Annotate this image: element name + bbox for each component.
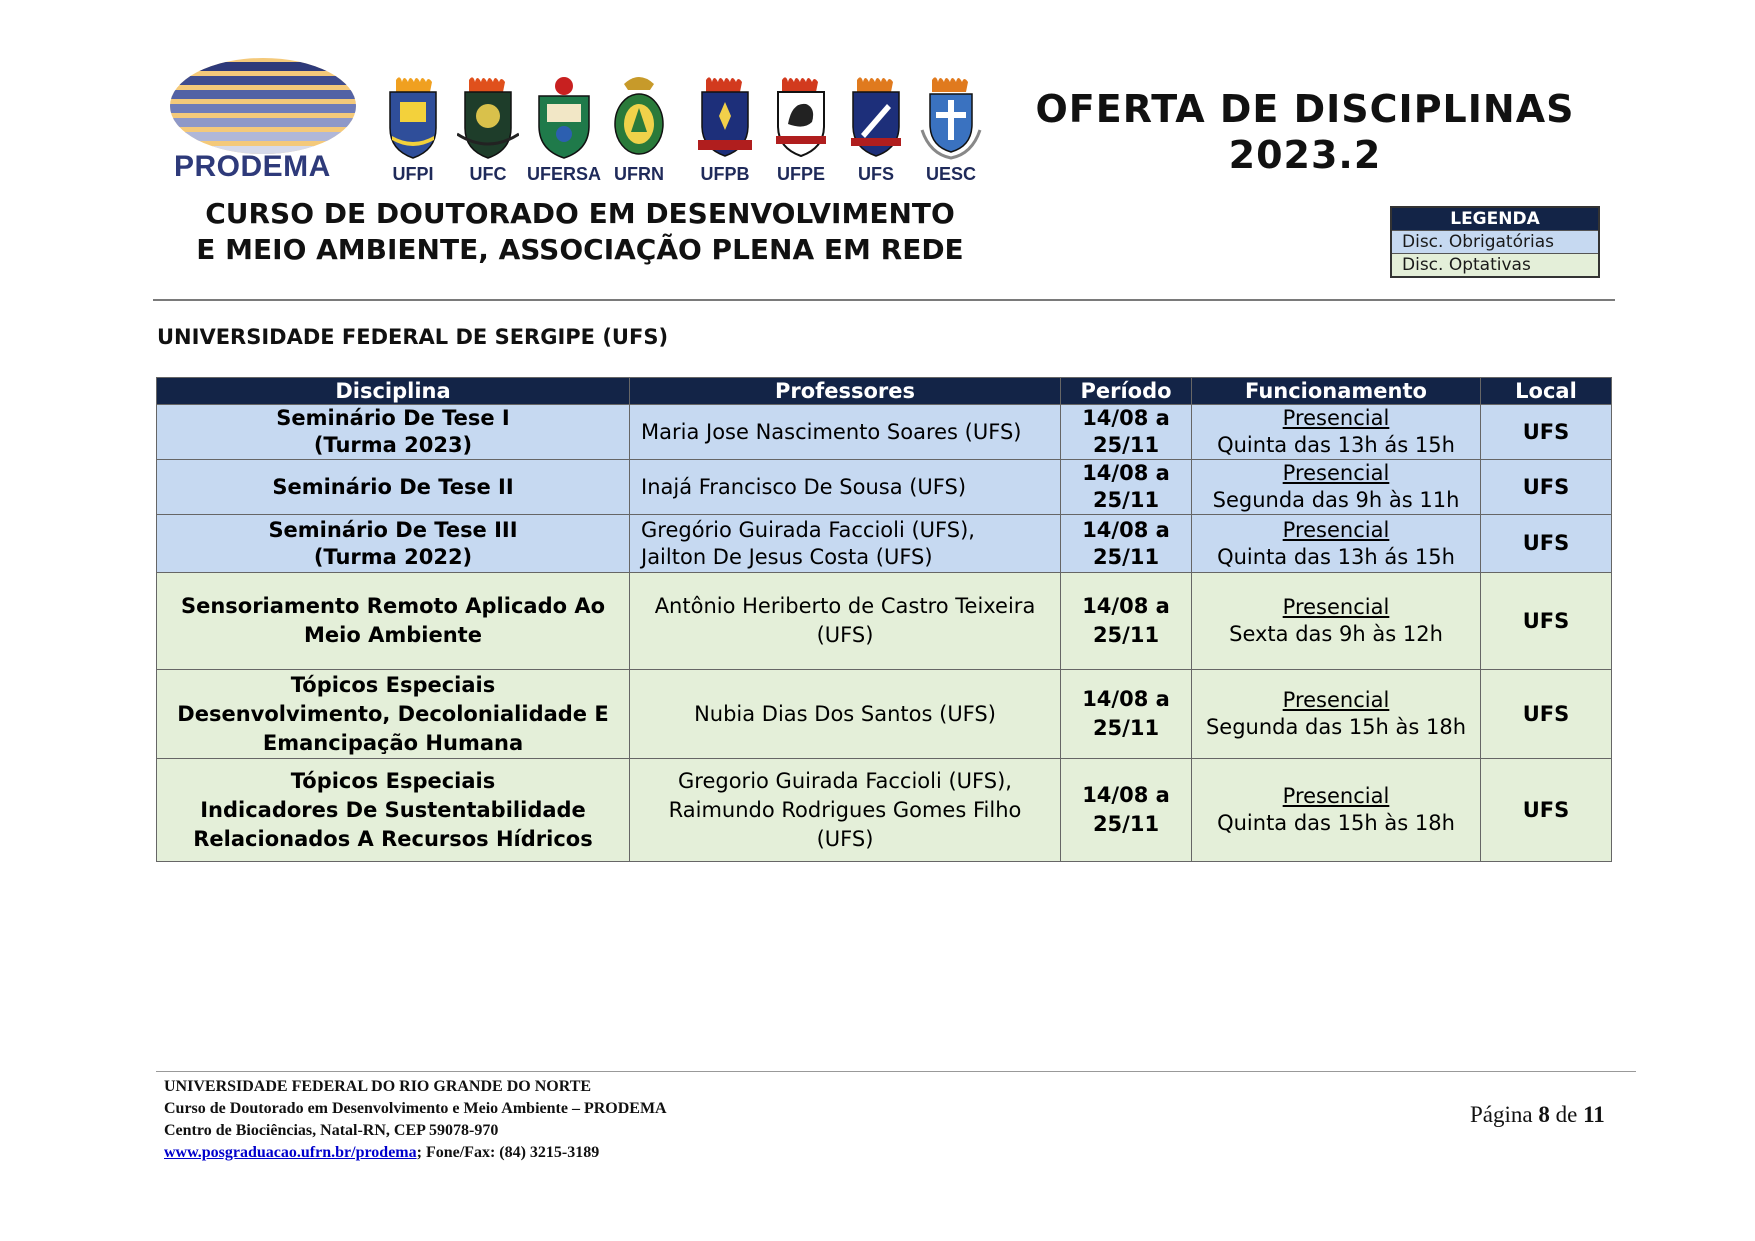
local-cell: UFS [1481, 670, 1612, 759]
ufpb-label: UFPB [700, 164, 750, 184]
schedule-cell [1192, 405, 1481, 460]
ufpe-crest-icon [770, 74, 832, 162]
professor-line: (UFS) [816, 826, 874, 851]
footer [164, 1076, 667, 1164]
discipline-line: Seminário De Tese II [272, 474, 514, 499]
period-end: 25/11 [1092, 544, 1160, 569]
local-cell: UFS [1481, 460, 1612, 515]
period-start: 14/08 a [1082, 594, 1170, 618]
uesc-label: UESC [925, 164, 976, 184]
discipline-line: Seminário De Tese III [268, 517, 518, 542]
professor-line: Jailton De Jesus Costa (UFS) [641, 544, 933, 569]
header-discipline: Disciplina [157, 378, 630, 405]
discipline-line: Sensoriamento Remoto Aplicado Ao [180, 594, 606, 618]
professor-line: Gregório Guirada Faccioli (UFS), [641, 517, 975, 542]
professors-cell [630, 573, 1061, 670]
schedule-text: Segunda das 15h às 18h [1205, 715, 1467, 739]
page-separator: de [1555, 1102, 1578, 1127]
discipline-line: (Turma 2022) [313, 544, 473, 569]
local-cell: UFS [1481, 573, 1612, 670]
legend [1390, 206, 1600, 278]
offer-title-line1: OFERTA DE DISCIPLINAS [1035, 87, 1575, 131]
schedule-cell [1192, 670, 1481, 759]
footer-course: Curso de Doutorado em Desenvolvimento e Meio Ambiente – PRODEMA [164, 1100, 667, 1117]
discipline-line: Tópicos Especiais [290, 672, 496, 697]
schedule-text: Quinta das 15h às 18h [1217, 811, 1455, 835]
ufrn-crest-icon [608, 74, 670, 162]
page-number [1470, 1102, 1605, 1128]
header-period: Período [1061, 378, 1192, 405]
table-row [157, 460, 1612, 515]
period-cell [1061, 670, 1192, 759]
mode-label: Presencial [1282, 517, 1390, 542]
professors-cell [630, 759, 1061, 862]
mode-label: Presencial [1282, 784, 1390, 808]
table-header-row [157, 378, 1612, 405]
ufc-label: UFC [469, 164, 507, 184]
schedule-cell [1192, 460, 1481, 515]
page-total: 11 [1583, 1102, 1605, 1127]
period-cell [1061, 573, 1192, 670]
page-label: Página [1470, 1102, 1533, 1127]
period-start: 14/08 a [1082, 783, 1170, 807]
mode-label: Presencial [1282, 461, 1390, 485]
discipline-line: Indicadores De Sustentabilidade [200, 797, 586, 822]
footer-website-link[interactable]: www.posgraduacao.ufrn.br/prodema [164, 1144, 417, 1161]
professor-line: (UFS) [816, 623, 874, 647]
professors-cell [630, 515, 1061, 573]
local-cell: UFS [1481, 759, 1612, 862]
legend-title: LEGENDA [1392, 208, 1598, 230]
period-end: 25/11 [1092, 716, 1160, 740]
ufc-crest-icon [457, 74, 519, 162]
period-end: 25/11 [1092, 488, 1160, 512]
discipline-cell [157, 670, 630, 759]
schedule-text: Sexta das 9h às 12h [1229, 622, 1443, 646]
discipline-line: Relacionados A Recursos Hídricos [193, 826, 593, 851]
mode-label: Presencial [1282, 688, 1390, 712]
header-schedule: Funcionamento [1192, 378, 1481, 405]
period-end: 25/11 [1092, 433, 1160, 457]
period-start: 14/08 a [1082, 517, 1170, 542]
period-cell [1061, 515, 1192, 573]
professor-line: Nubia Dias Dos Santos (UFS) [694, 701, 996, 726]
table-row [157, 515, 1612, 573]
professor-line: Gregorio Guirada Faccioli (UFS), [678, 768, 1012, 793]
period-start: 14/08 a [1082, 406, 1170, 430]
period-cell [1061, 759, 1192, 862]
offer-title-line2: 2023.2 [1228, 133, 1382, 177]
ufpe-label: UFPE [776, 164, 825, 184]
ufersa-label: UFERSA [526, 164, 601, 184]
professor-line: Raimundo Rodrigues Gomes Filho [668, 797, 1022, 822]
local-cell: UFS [1481, 405, 1612, 460]
professors-cell [630, 670, 1061, 759]
schedule-cell [1192, 759, 1481, 862]
ufs-label: UFS [858, 164, 894, 184]
local-cell: UFS [1481, 515, 1612, 573]
header-professors: Professores [630, 378, 1061, 405]
courses-table [156, 377, 1612, 862]
discipline-cell [157, 515, 630, 573]
discipline-line: Seminário De Tese I [276, 406, 510, 430]
schedule-text: Quinta das 13h ás 15h [1217, 544, 1455, 569]
ufpi-crest-icon [382, 74, 444, 162]
table-row [157, 670, 1612, 759]
uesc-crest-icon [920, 74, 982, 162]
footer-divider [156, 1071, 1636, 1072]
period-end: 25/11 [1092, 812, 1160, 836]
legend-mandatory: Disc. Obrigatórias [1392, 230, 1598, 253]
course-title-line1: CURSO DE DOUTORADO EM DESENVOLVIMENTO [205, 197, 955, 230]
header-divider [153, 299, 1615, 301]
section-title: UNIVERSIDADE FEDERAL DE SERGIPE (UFS) [157, 325, 669, 349]
table-row [157, 573, 1612, 670]
discipline-cell [157, 759, 630, 862]
professor-line: Inajá Francisco De Sousa (UFS) [641, 474, 967, 499]
schedule-cell [1192, 515, 1481, 573]
schedule-cell [1192, 573, 1481, 670]
period-end: 25/11 [1092, 623, 1160, 647]
legend-optional: Disc. Optativas [1392, 253, 1598, 276]
footer-address: Centro de Biociências, Natal-RN, CEP 59078-970 [164, 1122, 499, 1139]
mode-label: Presencial [1282, 406, 1390, 430]
table-row [157, 405, 1612, 460]
footer-university: UNIVERSIDADE FEDERAL DO RIO GRANDE DO NORTE [164, 1078, 592, 1095]
ufpi-label: UFPI [392, 164, 434, 184]
professors-cell [630, 460, 1061, 515]
prodema-logo-text: PRODEMA [174, 150, 331, 183]
schedule-text: Quinta das 13h ás 15h [1217, 433, 1455, 457]
table-row [157, 759, 1612, 862]
period-start: 14/08 a [1082, 461, 1170, 485]
period-cell [1061, 405, 1192, 460]
footer-contact-line [164, 1142, 667, 1164]
discipline-cell [157, 405, 630, 460]
ufs-crest-icon [845, 74, 907, 162]
period-cell [1061, 460, 1192, 515]
discipline-line: Emancipação Humana [262, 730, 524, 755]
header-local: Local [1481, 378, 1612, 405]
discipline-cell [157, 573, 630, 670]
course-title [150, 196, 1010, 268]
ufrn-label: UFRN [614, 164, 664, 184]
discipline-line: Tópicos Especiais [290, 768, 496, 793]
mode-label: Presencial [1282, 595, 1390, 619]
discipline-cell [157, 460, 630, 515]
professor-line: Antônio Heriberto de Castro Teixeira [654, 594, 1036, 618]
discipline-line: (Turma 2023) [313, 433, 473, 457]
page-current: 8 [1538, 1102, 1550, 1127]
discipline-line: Desenvolvimento, Decolonialidade E [177, 701, 609, 726]
offer-title [1010, 86, 1600, 178]
professors-cell [630, 405, 1061, 460]
professor-line: Maria Jose Nascimento Soares (UFS) [641, 419, 1022, 444]
schedule-text: Segunda das 9h às 11h [1212, 488, 1460, 512]
period-start: 14/08 a [1082, 687, 1170, 711]
ufersa-crest-icon [533, 74, 595, 162]
course-title-line2: E MEIO AMBIENTE, ASSOCIAÇÃO PLENA EM REDE [196, 233, 964, 266]
ufpb-crest-icon [694, 74, 756, 162]
footer-phone: ; Fone/Fax: (84) 3215-3189 [416, 1144, 600, 1161]
discipline-line: Meio Ambiente [304, 623, 482, 647]
